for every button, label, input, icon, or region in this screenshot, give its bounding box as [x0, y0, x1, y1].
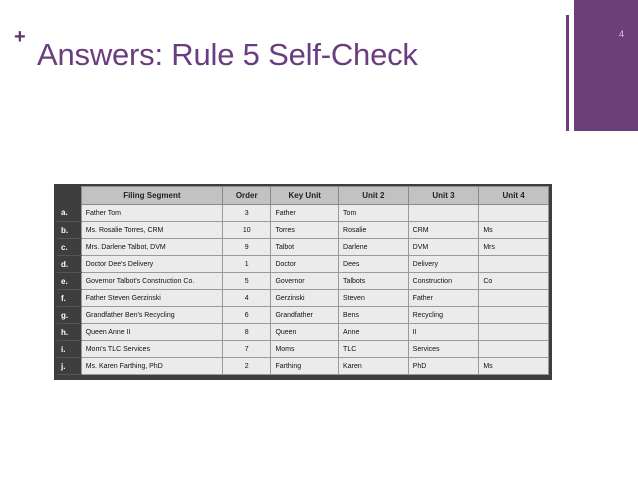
cell-order: 8 — [223, 324, 271, 341]
row-letter: j. — [57, 358, 81, 375]
cell-unit-4 — [479, 205, 549, 222]
row-letter: g. — [57, 307, 81, 324]
cell-unit-4: Ms — [479, 222, 549, 239]
cell-key-unit: Governor — [271, 273, 339, 290]
cell-unit-2: Talbots — [339, 273, 409, 290]
table-row — [57, 273, 549, 290]
cell-order: 1 — [223, 256, 271, 273]
cell-filing-segment: Queen Anne II — [81, 324, 222, 341]
cell-unit-4 — [479, 290, 549, 307]
cell-unit-2: Bens — [339, 307, 409, 324]
header-order: Order — [223, 187, 271, 205]
header-filing-segment: Filing Segment — [81, 187, 222, 205]
cell-unit-2: TLC — [339, 341, 409, 358]
row-letter: i. — [57, 341, 81, 358]
cell-unit-3 — [408, 205, 479, 222]
accent-panel — [574, 0, 638, 131]
cell-order: 10 — [223, 222, 271, 239]
table-row — [57, 205, 549, 222]
cell-key-unit: Farthing — [271, 358, 339, 375]
cell-filing-segment: Mrs. Darlene Talbot, DVM — [81, 239, 222, 256]
cell-unit-2: Tom — [339, 205, 409, 222]
cell-unit-4 — [479, 307, 549, 324]
cell-filing-segment: Mom's TLC Services — [81, 341, 222, 358]
cell-order: 9 — [223, 239, 271, 256]
table-row — [57, 324, 549, 341]
cell-unit-3: Delivery — [408, 256, 479, 273]
cell-filing-segment: Father Steven Gerzinski — [81, 290, 222, 307]
row-letter: h. — [57, 324, 81, 341]
cell-unit-3: CRM — [408, 222, 479, 239]
cell-unit-4: Mrs — [479, 239, 549, 256]
cell-key-unit: Gerzinski — [271, 290, 339, 307]
cell-order: 2 — [223, 358, 271, 375]
answer-table-frame — [54, 184, 552, 380]
table-row — [57, 256, 549, 273]
cell-unit-3: DVM — [408, 239, 479, 256]
cell-order: 3 — [223, 205, 271, 222]
cell-key-unit: Father — [271, 205, 339, 222]
cell-unit-4: Co — [479, 273, 549, 290]
page-number: 4 — [618, 29, 624, 39]
cell-unit-3: Construction — [408, 273, 479, 290]
cell-key-unit: Torres — [271, 222, 339, 239]
cell-order: 5 — [223, 273, 271, 290]
cell-key-unit: Doctor — [271, 256, 339, 273]
table-row — [57, 222, 549, 239]
header-unit-4: Unit 4 — [479, 187, 549, 205]
cell-unit-4: Ms — [479, 358, 549, 375]
row-letter: f. — [57, 290, 81, 307]
table-row — [57, 239, 549, 256]
cell-unit-2: Darlene — [339, 239, 409, 256]
cell-key-unit: Talbot — [271, 239, 339, 256]
cell-unit-2: Rosalie — [339, 222, 409, 239]
cell-filing-segment: Governor Talbot's Construction Co. — [81, 273, 222, 290]
cell-unit-3: Recycling — [408, 307, 479, 324]
cell-unit-4 — [479, 341, 549, 358]
cell-unit-2: Anne — [339, 324, 409, 341]
header-unit-3: Unit 3 — [408, 187, 479, 205]
slide-title: Answers: Rule 5 Self-Check — [37, 37, 418, 72]
cell-unit-3: Father — [408, 290, 479, 307]
row-letter: a. — [57, 205, 81, 222]
row-letter: e. — [57, 273, 81, 290]
cell-filing-segment: Ms. Rosalie Torres, CRM — [81, 222, 222, 239]
cell-unit-3: II — [408, 324, 479, 341]
row-letter: d. — [57, 256, 81, 273]
table-header-row — [57, 187, 549, 205]
row-letter: c. — [57, 239, 81, 256]
cell-unit-2: Dees — [339, 256, 409, 273]
cell-filing-segment: Grandfather Ben's Recycling — [81, 307, 222, 324]
cell-order: 4 — [223, 290, 271, 307]
table-row — [57, 307, 549, 324]
cell-unit-2: Steven — [339, 290, 409, 307]
cell-filing-segment: Ms. Karen Farthing, PhD — [81, 358, 222, 375]
table-row — [57, 341, 549, 358]
cell-order: 6 — [223, 307, 271, 324]
cell-unit-3: PhD — [408, 358, 479, 375]
cell-unit-4 — [479, 256, 549, 273]
header-corner — [57, 187, 81, 205]
cell-unit-4 — [479, 324, 549, 341]
header-key-unit: Key Unit — [271, 187, 339, 205]
cell-filing-segment: Doctor Dee's Delivery — [81, 256, 222, 273]
header-unit-2: Unit 2 — [339, 187, 409, 205]
cell-key-unit: Moms — [271, 341, 339, 358]
cell-filing-segment: Father Tom — [81, 205, 222, 222]
cell-unit-3: Services — [408, 341, 479, 358]
answer-table — [57, 186, 549, 375]
plus-bullet: + — [14, 26, 26, 48]
cell-order: 7 — [223, 341, 271, 358]
row-letter: b. — [57, 222, 81, 239]
table-row — [57, 358, 549, 375]
table-row — [57, 290, 549, 307]
cell-unit-2: Karen — [339, 358, 409, 375]
cell-key-unit: Grandfather — [271, 307, 339, 324]
cell-key-unit: Queen — [271, 324, 339, 341]
accent-bar — [566, 15, 569, 131]
